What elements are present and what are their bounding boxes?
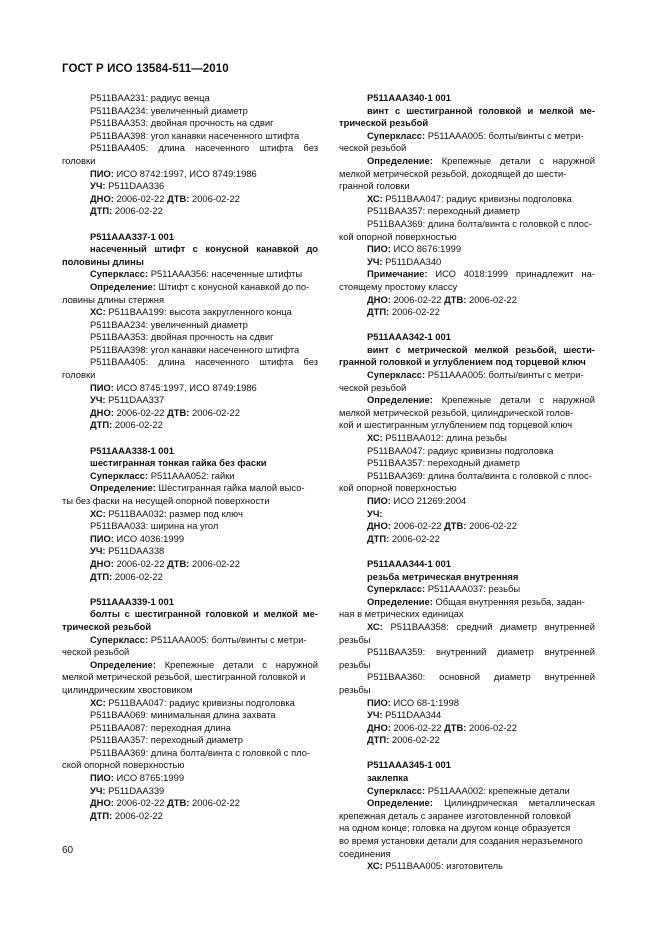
definition-line: Определение: Общая внутренняя резьба, задан- (367, 595, 585, 607)
property-line: P511BAA234: увеличенный диаметр (90, 104, 248, 116)
dates-line: ДНО: 2006-02-22 ДТВ: 2006-02-22 (367, 520, 517, 532)
entry-p511aaa337 (62, 231, 318, 433)
superclass-line: Суперкласс: P511AAA037: резьбы (367, 583, 521, 595)
property-line: P511BAA234: увеличенный диаметр (90, 318, 248, 330)
uch-line: УЧ: (367, 507, 383, 519)
definition-line: Определение: Штифт с конусной канавкой до по- (90, 280, 310, 292)
property-line: P511BAA069: минимальная длина захвата (90, 709, 276, 721)
xs-line: ХС: P511BAA199: высота закругленного конца (90, 306, 292, 318)
property-line: P511BAA047: радиус кривизны подголовка (367, 444, 554, 456)
property-line-tail: резьбы (339, 683, 371, 695)
property-line: P511BAA357: переходный диаметр (90, 734, 243, 746)
definition-line: Определение: Цилиндрическая металлическая (367, 797, 596, 809)
entry-p511aaa338 (62, 445, 318, 584)
entry-p511aaa340 (339, 92, 595, 319)
entry-title: винт с метрической мелкой резьбой, шести- (367, 343, 595, 355)
entry-code: P511AAA338-1 001 (90, 444, 174, 456)
entry-title: заклепка (367, 772, 409, 784)
pio-line: ПИО: ИСО 8745:1997, ИСО 8749:1986 (90, 381, 257, 393)
left-column (62, 92, 318, 822)
definition-line: мелкой метрической резьбой, шестигранной головкой и (62, 671, 306, 683)
property-line: P511BAA359: внутренний диаметр внутренней (367, 646, 595, 658)
property-line-tail: резьбы (339, 658, 371, 670)
superclass-tail: ческой резьбой (62, 646, 130, 658)
property-line: P511BAA353: двойная прочность на сдвиг (90, 117, 274, 129)
uch-line: УЧ: P511DAA337 (90, 394, 165, 406)
note-line: Примечание: ИСО 4018:1999 принадлежит на- (367, 268, 595, 280)
uch-line: УЧ: P511DAA338 (90, 545, 165, 557)
pio-line: ПИО: ИСО 8742:1997, ИСО 8749:1986 (90, 167, 257, 179)
uch-line: УЧ: P511DAA344 (367, 709, 442, 721)
pio-line: ПИО: ИСО 4036:1999 (90, 532, 185, 544)
property-line: P511BAA405: длина насеченного штифта без (90, 356, 318, 368)
definition-line: Определение: Крепежные детали с наружной (367, 394, 595, 406)
property-line: P511BAA033: ширина на угол (90, 520, 219, 532)
property-line: P511BAA360: основной диаметр внутренней (367, 671, 595, 683)
entry-p511aaa344 (339, 558, 595, 747)
property-line: P511BAA087: переходная длина (90, 721, 232, 733)
pio-line: ПИО: ИСО 8676:1999 (367, 243, 462, 255)
definition-line: мелкой метрической резьбой, цилиндрической голов- (339, 406, 574, 418)
xs-line: ХС: P511BAA358: средний диаметр внутренней (367, 620, 595, 632)
definition-tail: кой и шестигранным углублением под торцевой ключ (339, 419, 573, 431)
dtp-line: ДТП: 2006-02-22 (367, 306, 440, 318)
dtp-line: ДТП: 2006-02-22 (90, 570, 163, 582)
dtp-line: ДТП: 2006-02-22 (367, 734, 440, 746)
property-line-tail: головки (62, 369, 96, 381)
superclass-line: Суперкласс: P511AAA356: насеченные штифты (90, 268, 303, 280)
xs-line: ХС: P511BAA005: изготовитель (367, 860, 504, 872)
entry-title-tail: гранной головкой и углублением под торцевой ключ (339, 356, 586, 368)
entry-title: шестигранная тонкая гайка без фаски (90, 457, 267, 469)
property-line: P511BAA369: длина болта/винта с головкой с пло- (90, 746, 311, 758)
property-line: P511BAA398: угол канавки насеченного штифта (90, 343, 300, 355)
entry-p511aaa345 (339, 759, 595, 872)
entry-code: P511AAA337-1 001 (90, 230, 174, 242)
entry-title: болты с шестигранной головкой и мелкой ме- (90, 608, 318, 620)
entry-code: P511AAA339-1 001 (90, 595, 174, 607)
superclass-line: Суперкласс: P511AAA005: болты/винты с метри- (90, 633, 307, 645)
entry-p511aaa339 (62, 596, 318, 823)
xs-line: ХС: P511BAA012: длина резьбы (367, 432, 507, 444)
definition-tail: цилиндрическим хвостовиком (62, 683, 193, 695)
definition-tail: соединения (339, 847, 391, 859)
property-line: P511BAA398: угол канавки насеченного штифта (90, 129, 300, 141)
dtp-line: ДТП: 2006-02-22 (90, 205, 163, 217)
entry-title-tail: трической резьбой (339, 117, 429, 129)
property-line-tail: ской опорной поверхностью (62, 759, 185, 771)
pio-line: ПИО: ИСО 21269:2004 (367, 495, 467, 506)
dates-line: ДНО: 2006-02-22 ДТВ: 2006-02-22 (90, 797, 240, 809)
dates-line: ДНО: 2006-02-22 ДТВ: 2006-02-22 (90, 557, 240, 569)
entry-title-tail: трической резьбой (62, 620, 152, 632)
property-line: P511BAA353: двойная прочность на сдвиг (90, 331, 274, 343)
entry-title: насеченный штифт с конусной канавкой до (90, 243, 318, 255)
property-line: P511BAA369: длина болта/винта с головкой с плос- (367, 217, 592, 229)
superclass-tail: ческой резьбой (339, 381, 407, 393)
xs-line: ХС: P511BAA047: радиус кривизны подголовка (90, 696, 295, 708)
property-line: P511BAA231: радиус венца (90, 92, 210, 103)
superclass-line: Суперкласс: P511AAA005: болты/винты с метри- (367, 129, 584, 141)
property-line-tail: головки (62, 154, 96, 166)
dates-line: ДНО: 2006-02-22 ДТВ: 2006-02-22 (367, 721, 517, 733)
definition-line: во время установки детали для создания неразъемного (339, 835, 583, 847)
definition-line: Определение: Крепежные детали с наружной (90, 658, 318, 670)
uch-line: УЧ: P511DAA340 (367, 255, 442, 267)
uch-line: УЧ: P511DAA336 (90, 180, 165, 192)
pio-line: ПИО: ИСО 68-1:1998 (367, 696, 459, 708)
entry-continuation (62, 92, 318, 218)
property-line-tail: резьбы (339, 633, 371, 645)
property-line: P511BAA405: длина насеченного штифта без (90, 142, 318, 154)
standard-header: ГОСТ Р ИСО 13584-511—2010 (62, 63, 229, 75)
entry-p511aaa342 (339, 331, 595, 545)
superclass-line: Суперкласс: P511AAA052: гайки (90, 469, 235, 481)
xs-line: ХС: P511BAA032: размер под ключ (90, 507, 243, 519)
definition-line: на одном конце; головка на другом конце образуется (339, 822, 571, 834)
dtp-line: ДТП: 2006-02-22 (90, 419, 163, 431)
superclass-tail: ческой резьбой (339, 142, 407, 154)
dtp-line: ДТП: 2006-02-22 (90, 809, 163, 821)
dates-line: ДНО: 2006-02-22 ДТВ: 2006-02-22 (90, 406, 240, 418)
property-line: P511BAA357: переходный диаметр (367, 457, 520, 469)
right-column (339, 92, 595, 873)
xs-line: ХС: P511BAA047: радиус кривизны подголовка (367, 192, 572, 204)
definition-tail: гранной головки (339, 180, 410, 192)
uch-line: УЧ: P511DAA339 (90, 784, 165, 796)
entry-code: P511AAA342-1 001 (367, 331, 451, 343)
entry-code: P511AAA340-1 001 (367, 92, 451, 103)
superclass-line: Суперкласс: P511AAA002: крепежные детали (367, 784, 570, 796)
property-line-tail: кой опорной поверхностью (339, 482, 457, 494)
definition-line: Определение: Крепежные детали с наружной (367, 154, 595, 166)
pio-line: ПИО: ИСО 8765:1999 (90, 772, 185, 784)
dtp-line: ДТП: 2006-02-22 (367, 532, 440, 544)
entry-code: P511AAA344-1 001 (367, 557, 451, 569)
dates-line: ДНО: 2006-02-22 ДТВ: 2006-02-22 (367, 293, 517, 305)
property-line-tail: кой опорной поверхностью (339, 230, 457, 242)
entry-code: P511AAA345-1 001 (367, 759, 451, 771)
note-tail: стоящему простому классу (339, 280, 458, 292)
definition-line: мелкой метрической резьбой, доходящей до шести- (339, 167, 567, 179)
superclass-line: Суперкласс: P511AAA005: болты/винты с метри- (367, 369, 584, 381)
definition-tail: ная в метрических единицах (339, 608, 464, 620)
entry-title: винт с шестигранной головкой и мелкой ме- (367, 104, 595, 116)
definition-tail: ты без фаски на несущей опорной поверхности (62, 495, 270, 506)
entry-title: резьба метрическая внутренняя (367, 570, 519, 582)
dates-line: ДНО: 2006-02-22 ДТВ: 2006-02-22 (90, 192, 240, 204)
definition-line: Определение: Шестигранная гайка малой высо- (90, 482, 305, 494)
entry-title-tail: половины длины (62, 255, 144, 267)
property-line: P511BAA369: длина болта/винта с головкой с плос- (367, 469, 592, 481)
property-line: P511BAA357: переходный диаметр (367, 205, 520, 217)
definition-line: крепежная деталь с заранее изготовленной головкой (339, 809, 571, 821)
page-number: 60 (62, 845, 74, 856)
definition-tail: ловины длины стержня (62, 293, 165, 305)
